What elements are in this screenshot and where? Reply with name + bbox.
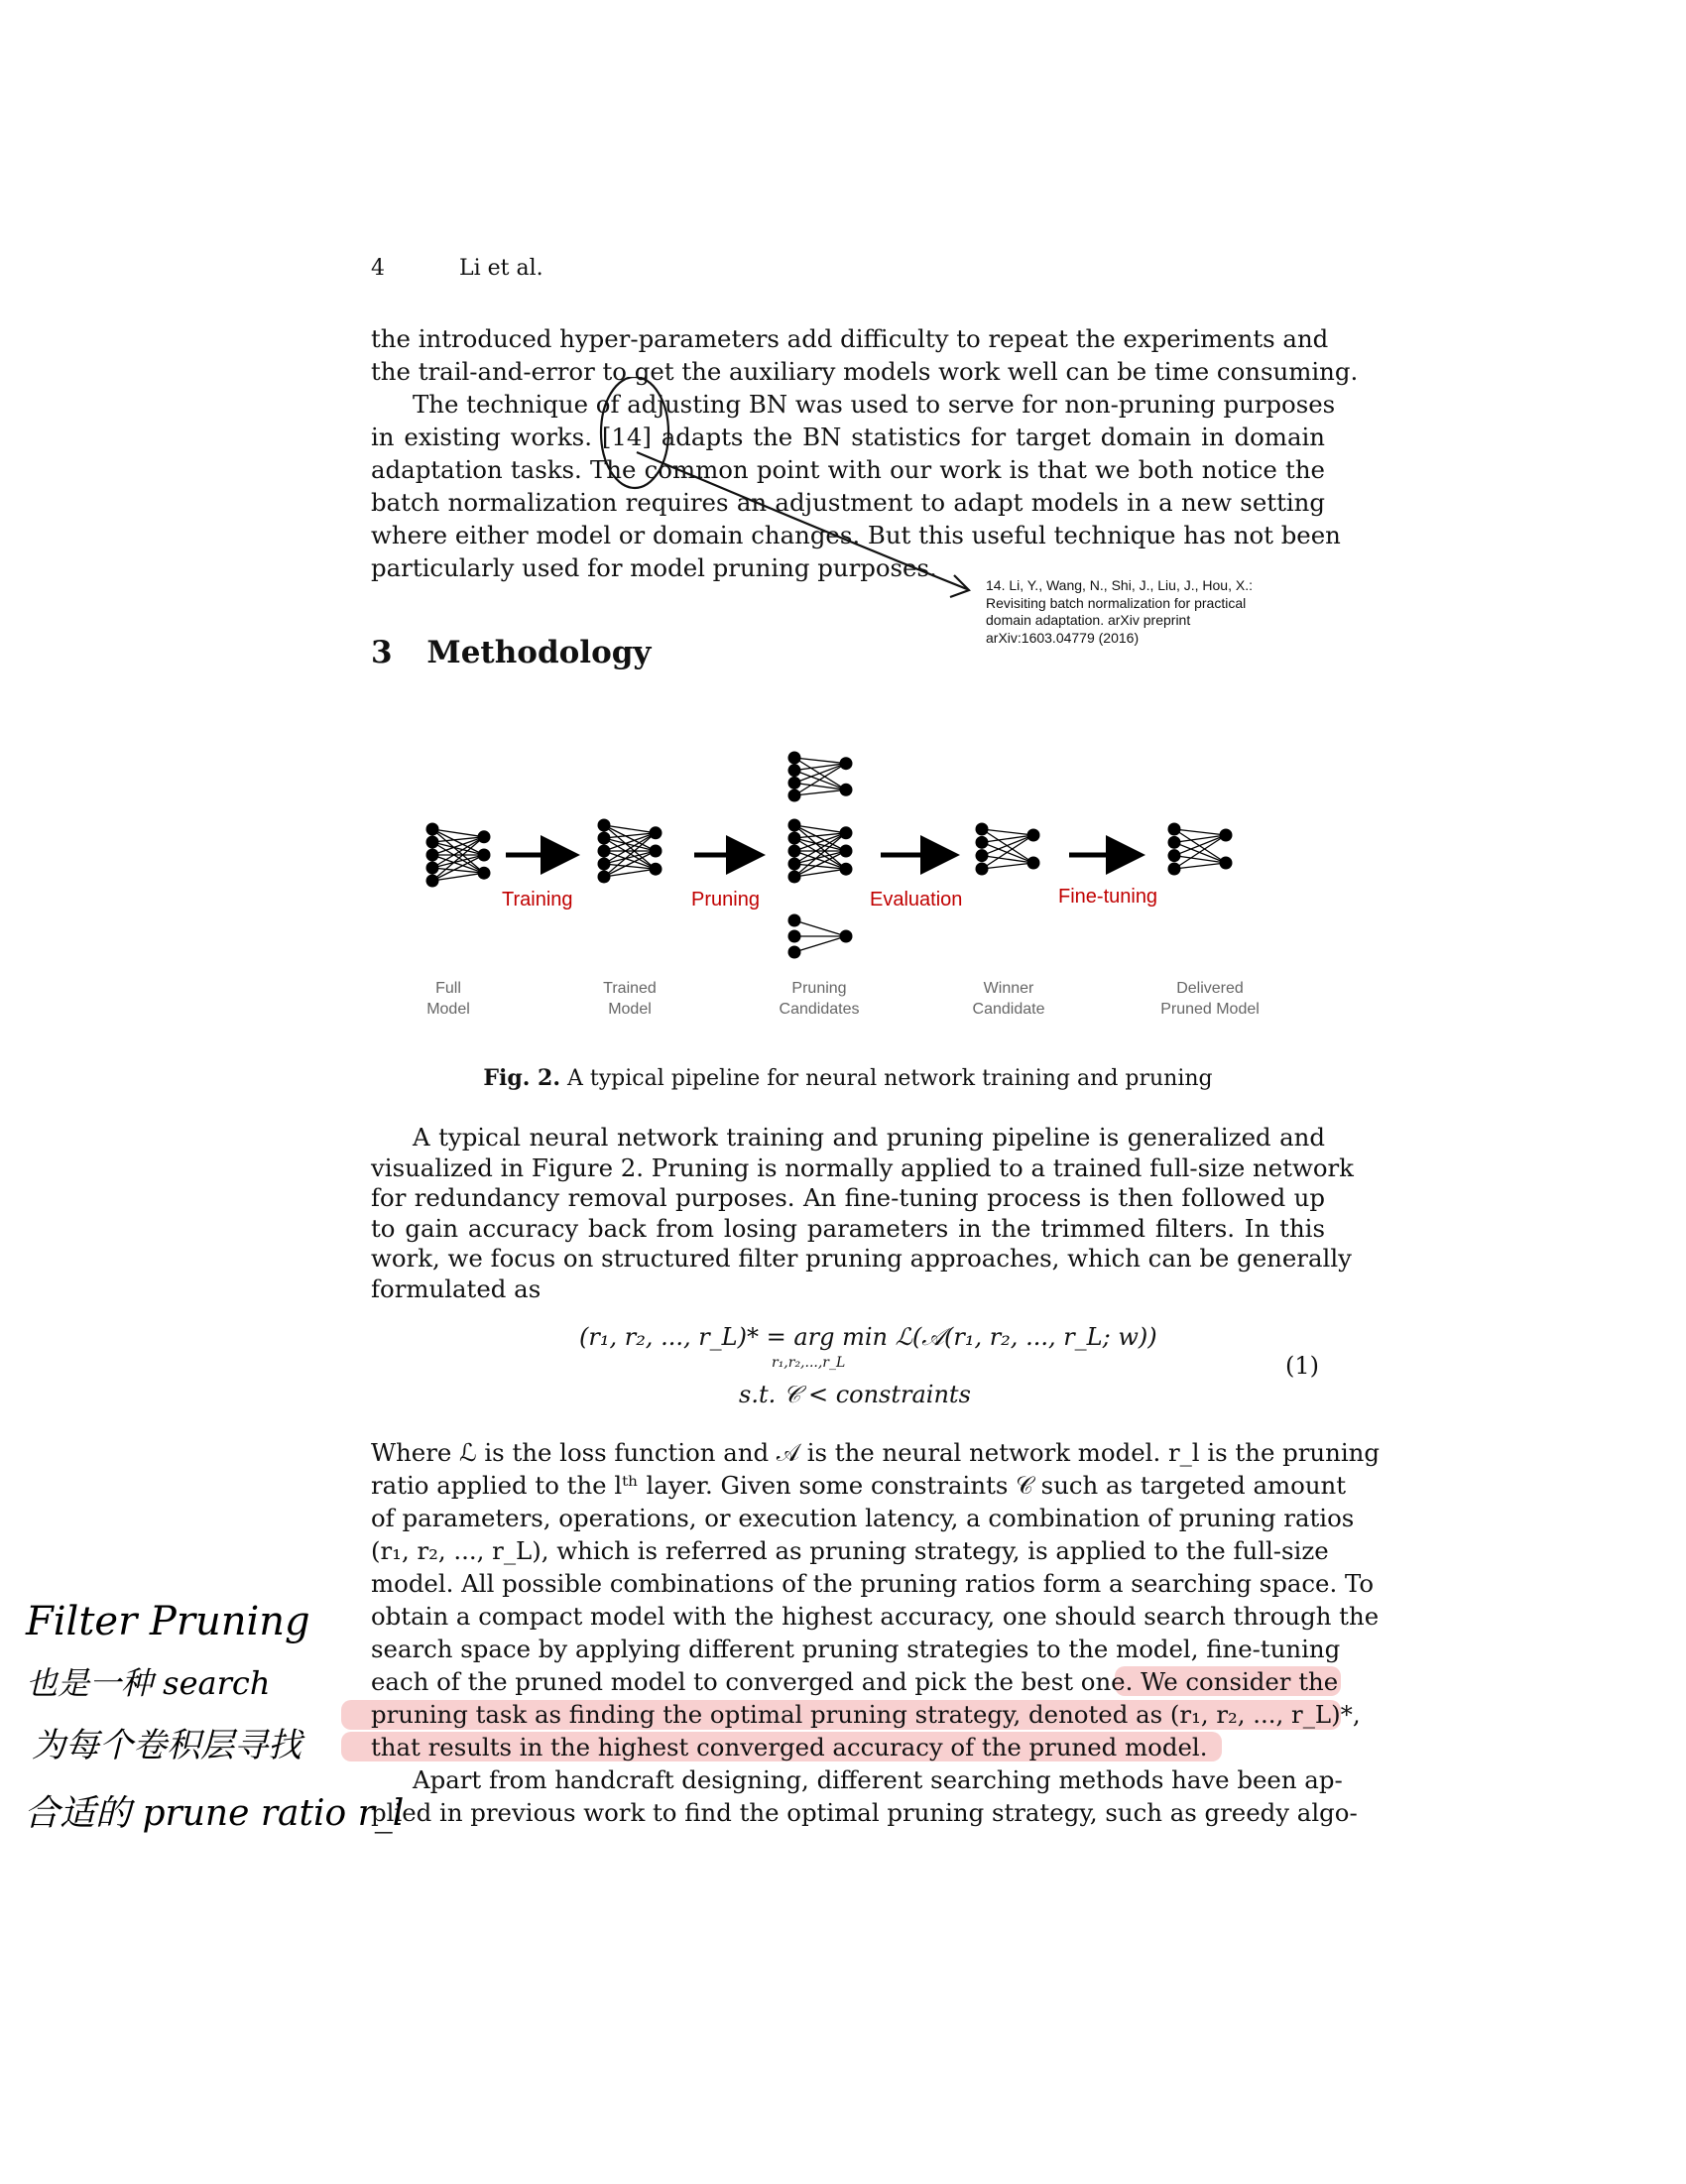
neuron-node <box>788 930 801 943</box>
stage-label-pruning: Pruning <box>691 889 760 910</box>
stage-label-evaluation: Evaluation <box>870 889 963 910</box>
reference-note: 14. Li, Y., Wang, N., Shi, J., Liu, J., Hou, X.: Revisiting batch normalization for practical domain adaptation. arXiv preprint arXiv:1603.04779 (2016) <box>986 577 1253 646</box>
figure-caption <box>371 1065 1325 1091</box>
model-label-line: Model <box>608 1001 652 1018</box>
neuron-node <box>788 819 801 832</box>
neuron-node <box>840 757 853 770</box>
text-line: that results in the highest converged accuracy of the pruned model. <box>371 1733 1208 1761</box>
section-number: 3 <box>371 635 393 670</box>
page-number: 4 <box>371 256 385 281</box>
body-paragraph-5 <box>371 1763 1358 1829</box>
neuron-node <box>598 845 611 858</box>
neuron-node <box>788 914 801 927</box>
model-label-line: Pruned Model <box>1160 1001 1260 1018</box>
neuron-node <box>598 832 611 845</box>
body-paragraph-4 <box>371 1436 1380 1763</box>
stage-label-training: Training <box>502 889 573 910</box>
text-line: work, we focus on structured filter pruning approaches, which can be generally <box>371 1244 1352 1273</box>
equation-subscript: r₁,r₂,...,r_L <box>772 1355 846 1371</box>
neuron-node <box>650 826 662 839</box>
caption-text: A typical pipeline for neural network training and pruning <box>567 1066 1213 1091</box>
neuron-node <box>840 930 853 943</box>
candidate-network-1 <box>788 752 853 802</box>
neuron-node <box>1168 836 1181 849</box>
candidate-network-3 <box>788 914 853 959</box>
text-line: the introduced hyper-parameters add difficulty to repeat the experiments and <box>371 324 1329 353</box>
neuron-node <box>1027 857 1040 870</box>
handwritten-note-line: 合适的 prune ratio r_l <box>24 1793 405 1834</box>
running-head-authors: Li et al. <box>459 256 543 281</box>
neuron-node <box>426 849 439 862</box>
neuron-node <box>1220 857 1233 870</box>
neuron-node <box>426 836 439 849</box>
neuron-node <box>840 845 853 858</box>
neuron-node <box>788 871 801 884</box>
model-label-line: Pruning <box>791 980 847 997</box>
neuron-node <box>598 858 611 871</box>
text-line: Apart from handcraft designing, different searching methods have been ap- <box>413 1765 1343 1794</box>
annotation-circle <box>601 377 668 488</box>
model-label-line: Delivered <box>1176 980 1244 997</box>
handwritten-note-line: 也是一种 search <box>26 1664 271 1702</box>
neuron-node <box>840 826 853 839</box>
model-label-trained <box>578 978 681 1020</box>
text-line: visualized in Figure 2. Pruning is normally applied to a trained full-size network <box>371 1153 1354 1182</box>
text-line: particularly used for model pruning purposes. <box>371 553 937 582</box>
model-label-delivered <box>1141 978 1279 1020</box>
neuron-node <box>1220 829 1233 842</box>
neuron-node <box>1168 863 1181 876</box>
caption-label: Fig. 2. <box>483 1065 561 1091</box>
section-heading <box>371 635 651 670</box>
stage-label-fine-tuning: Fine-tuning <box>1058 886 1158 908</box>
equation-line-2: s.t. 𝒞 < constraints <box>739 1381 971 1408</box>
model-label-candidates <box>760 978 879 1020</box>
model-label-line: Model <box>426 1001 470 1018</box>
text-line: pruning task as finding the optimal pruning strategy, denoted as (r₁, r₂, ..., r_L)*, <box>371 1700 1361 1729</box>
text-line: obtain a compact model with the highest accuracy, one should search through the <box>371 1602 1380 1631</box>
neuron-node <box>788 858 801 871</box>
neuron-node <box>478 849 491 862</box>
neuron-node <box>840 863 853 876</box>
text-line: for redundancy removal purposes. An fine-tuning process is then followed up <box>371 1183 1325 1212</box>
delivered-network <box>1168 823 1233 876</box>
text-line: adaptation tasks. The common point with our work is that we both notice the <box>371 455 1325 484</box>
neuron-node <box>426 823 439 836</box>
annotation-arrow-line <box>637 452 967 589</box>
winner-network <box>976 823 1040 876</box>
neuron-node <box>976 823 989 836</box>
neuron-node <box>1027 829 1040 842</box>
neuron-node <box>598 871 611 884</box>
handwritten-note-line: 为每个卷积层寻找 <box>32 1726 301 1765</box>
trained-model-network <box>598 819 662 884</box>
model-label-full <box>397 978 500 1020</box>
body-paragraph-3 <box>371 1123 1354 1304</box>
text-line: where either model or domain changes. But this useful technique has not been <box>371 521 1341 549</box>
neuron-node <box>788 832 801 845</box>
neuron-node <box>976 849 989 862</box>
neuron-node <box>426 875 439 888</box>
neuron-node <box>1168 849 1181 862</box>
text-line: formulated as <box>371 1274 542 1303</box>
text-line: The technique of adjusting BN was used to serve for non-pruning purposes <box>413 390 1336 419</box>
text-line: (r₁, r₂, ..., r_L), which is referred as pruning strategy, is applied to the full-size <box>371 1536 1329 1565</box>
model-label-line: Candidates <box>779 1001 860 1018</box>
text-line: to gain accuracy back from losing parameters in the trimmed filters. In this <box>371 1213 1325 1243</box>
full-model-network <box>426 823 491 888</box>
neuron-node <box>788 845 801 858</box>
equation-number: (1) <box>1285 1352 1319 1380</box>
neuron-node <box>1168 823 1181 836</box>
neuron-node <box>650 845 662 858</box>
neuron-node <box>478 830 491 843</box>
neuron-node <box>478 867 491 880</box>
neuron-node <box>788 946 801 959</box>
text-line: batch normalization requires an adjustment to adapt models in a new setting <box>371 488 1325 517</box>
neuron-node <box>788 777 801 789</box>
text-line: each of the pruned model to converged and pick the best one. We consider the <box>371 1667 1339 1696</box>
neuron-node <box>788 764 801 777</box>
handwritten-note-line: Filter Pruning <box>26 1599 310 1644</box>
text-line: search space by applying different pruning strategies to the model, fine-tuning <box>371 1635 1341 1663</box>
equation-line-1: (r₁, r₂, ..., r_L)* = arg min ℒ(𝒜(r₁, r₂, ..., r_L; w)) <box>579 1323 1157 1351</box>
text-line: A typical neural network training and pruning pipeline is generalized and <box>413 1123 1325 1152</box>
neuron-node <box>788 752 801 765</box>
neuron-node <box>650 863 662 876</box>
text-line: Where ℒ is the loss function and 𝒜 is the neural network model. r_l is the pruning <box>371 1438 1380 1467</box>
text-line: of parameters, operations, or execution latency, a combination of pruning ratios <box>371 1504 1355 1532</box>
model-label-line: Trained <box>603 980 657 997</box>
candidate-network-2 <box>788 819 853 884</box>
text-line: model. All possible combinations of the pruning ratios form a searching space. To <box>371 1569 1375 1598</box>
neuron-node <box>976 863 989 876</box>
neuron-node <box>598 819 611 832</box>
model-label-line: Full <box>435 980 461 997</box>
annotation-arrow <box>575 377 992 605</box>
model-label-winner <box>954 978 1063 1020</box>
neuron-node <box>788 789 801 802</box>
neuron-node <box>840 784 853 796</box>
text-line: plied in previous work to find the optimal pruning strategy, such as greedy algo- <box>371 1798 1358 1827</box>
text-line: in existing works. [14] adapts the BN statistics for target domain in domain <box>371 423 1325 451</box>
neuron-node <box>426 862 439 875</box>
section-title: Methodology <box>426 635 652 670</box>
model-label-line: Candidate <box>972 1001 1045 1018</box>
text-line: the trail-and-error to get the auxiliary models work well can be time consuming. <box>371 357 1359 386</box>
model-label-line: Winner <box>983 980 1034 997</box>
text-line: ratio applied to the lᵗʰ layer. Given some constraints 𝒞 such as targeted amount <box>371 1471 1347 1500</box>
neuron-node <box>976 836 989 849</box>
